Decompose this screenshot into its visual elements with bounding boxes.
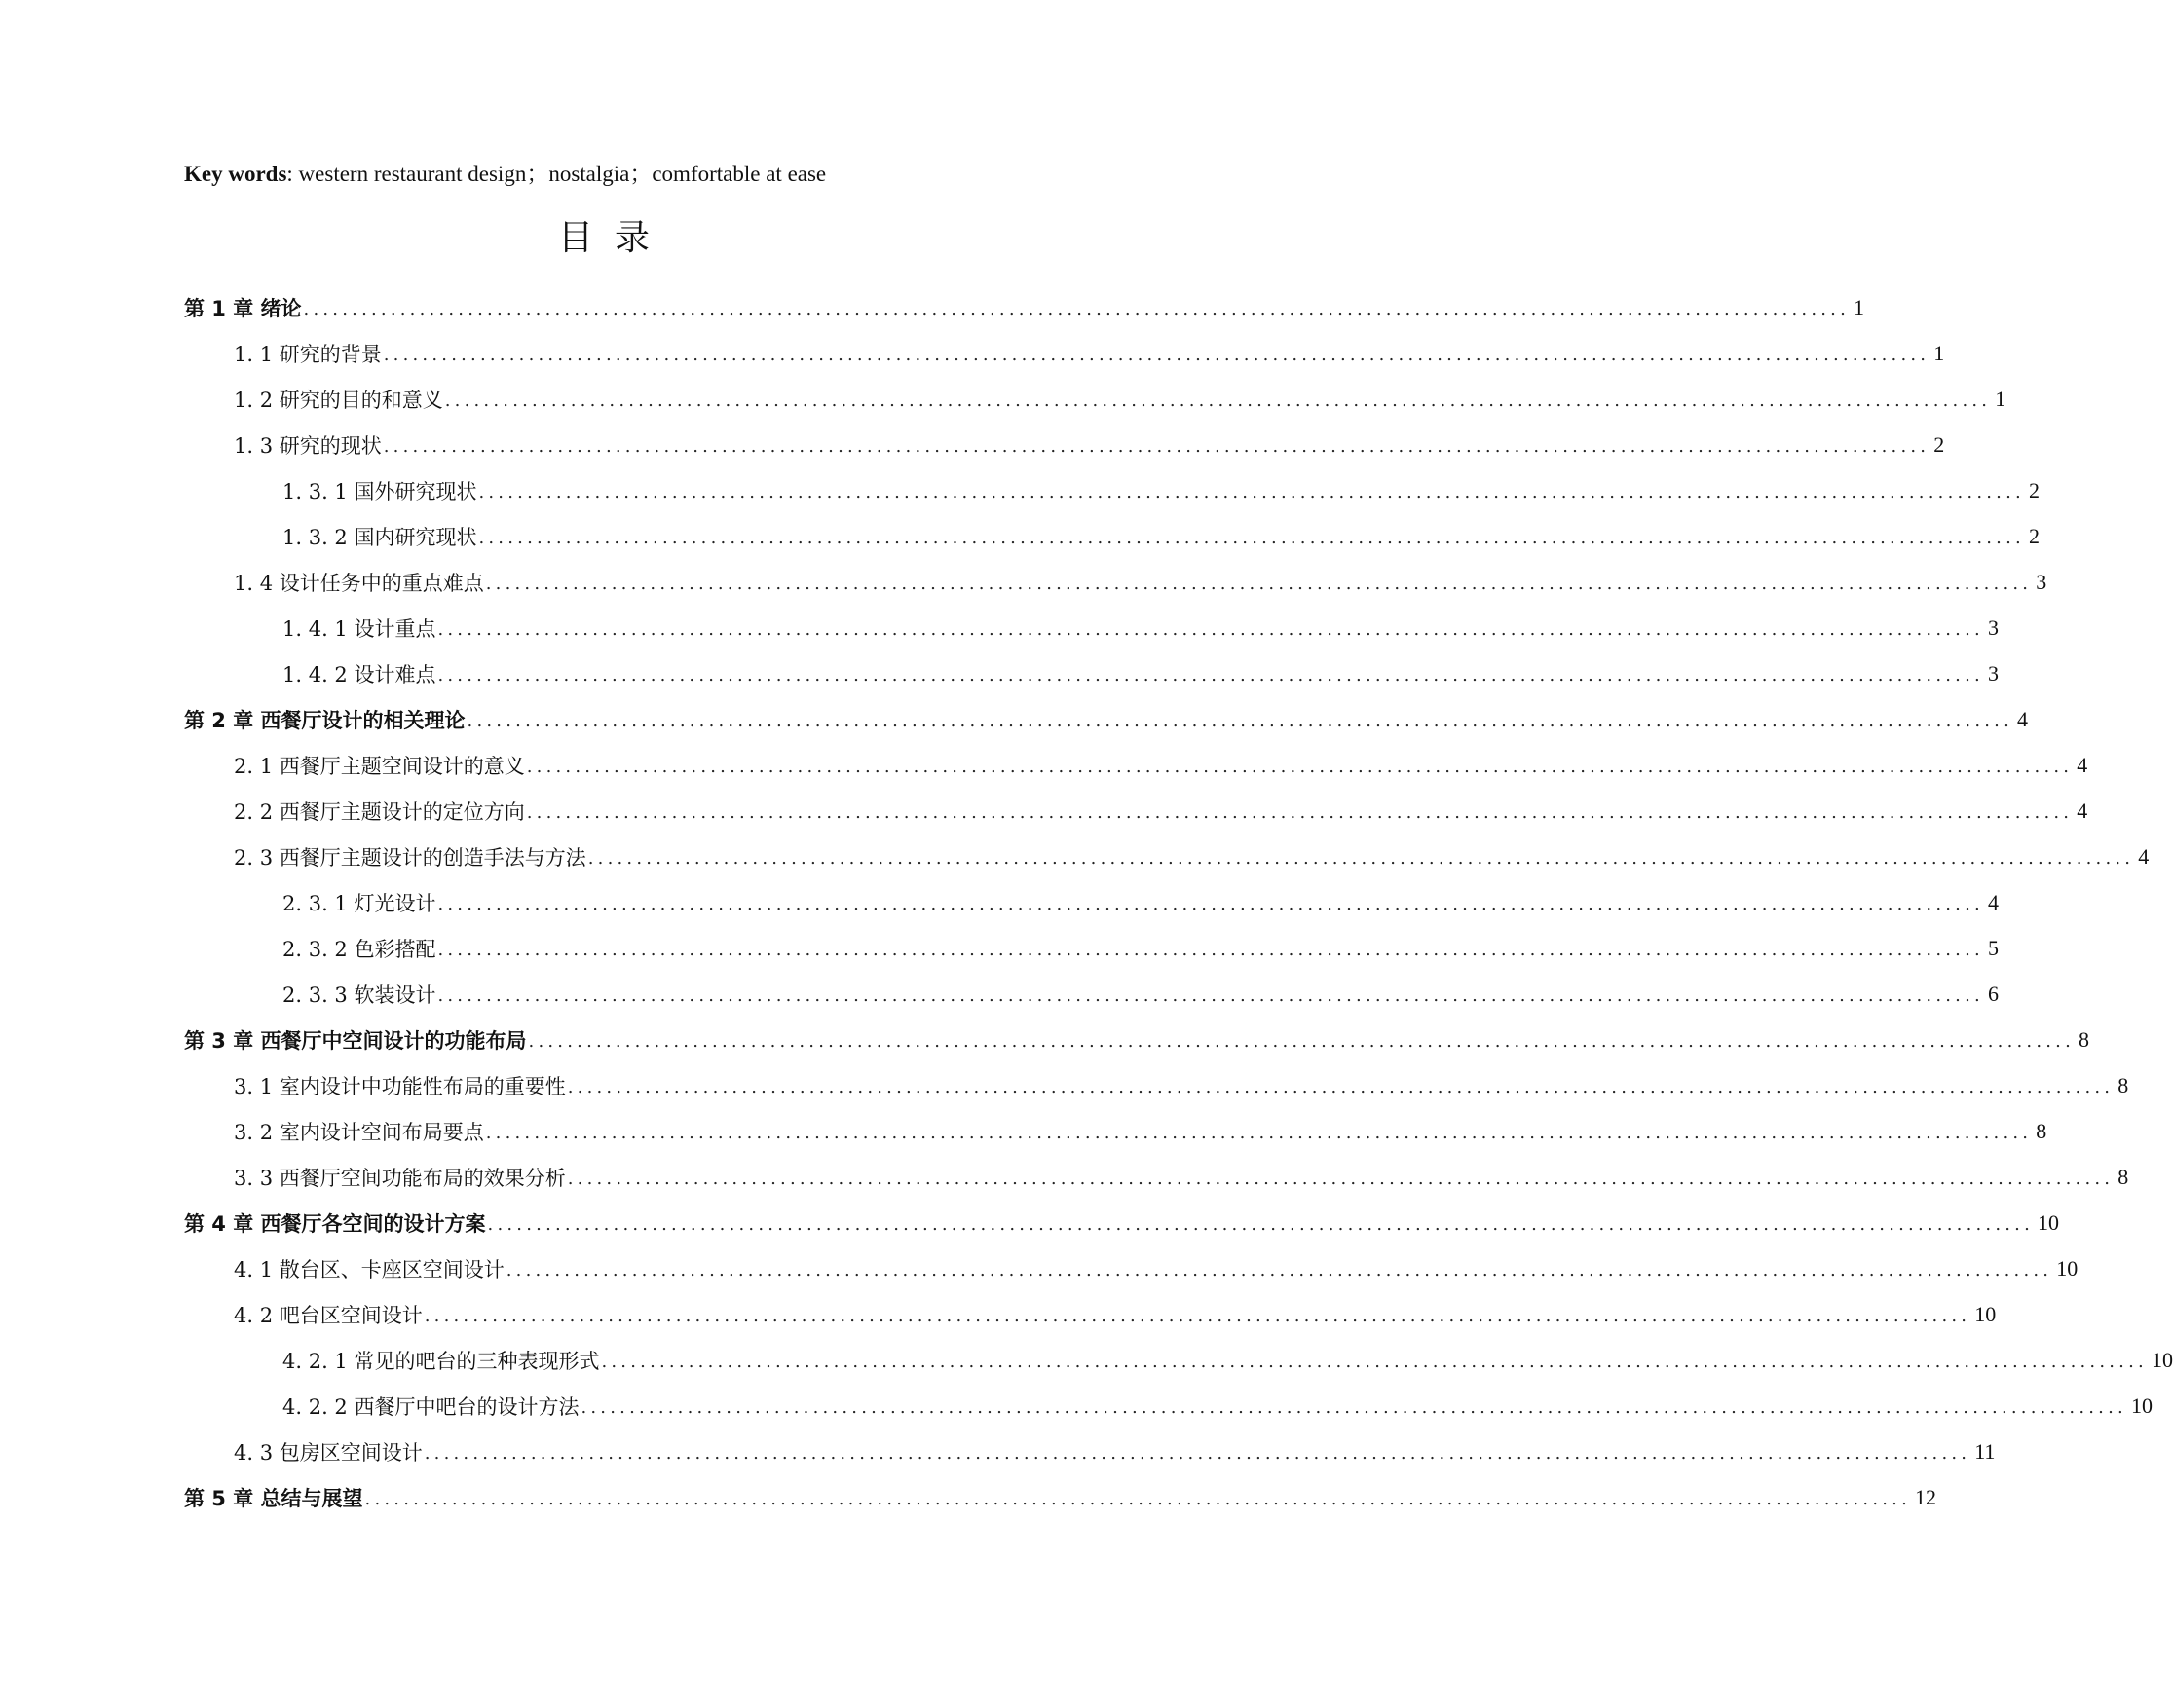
toc-entry-title: 第 3 章 西餐厅中空间设计的功能布局 bbox=[184, 1028, 527, 1053]
toc-entry-title: 2. 2 西餐厅主题设计的定位方向 bbox=[234, 799, 525, 824]
toc-dot-leader: ................................................................................................................................................................ bbox=[364, 1489, 1912, 1509]
keywords-label: Key words bbox=[184, 162, 287, 186]
toc-entry-title: 2. 1 西餐厅主题空间设计的意义 bbox=[234, 754, 525, 778]
toc-entry[interactable] bbox=[0, 1108, 2047, 1154]
toc-dot-leader: ................................................................................................................................................................ bbox=[437, 985, 1984, 1006]
toc-dot-leader: ................................................................................................................................................................ bbox=[383, 436, 1930, 457]
toc-dot-leader: ................................................................................................................................................................ bbox=[506, 1260, 2053, 1281]
toc-dot-leader: ................................................................................................................................................................ bbox=[567, 1169, 2115, 1189]
toc-entry-page: 8 bbox=[2117, 1164, 2129, 1189]
toc-entry-title: 4. 2. 1 常见的吧台的三种表现形式 bbox=[282, 1349, 600, 1373]
toc-entry-page: 4 bbox=[2077, 752, 2088, 777]
toc-entry-page: 4 bbox=[2017, 706, 2029, 731]
toc-entry-title: 1. 4 设计任务中的重点难点 bbox=[234, 571, 484, 595]
toc-entry[interactable] bbox=[0, 605, 1999, 650]
toc-entry[interactable] bbox=[0, 788, 2088, 834]
toc-entry[interactable] bbox=[0, 1200, 2060, 1245]
toc-entry-page: 12 bbox=[1915, 1484, 1937, 1509]
toc-entry-title: 3. 2 室内设计空间布局要点 bbox=[234, 1120, 484, 1144]
toc-title: 目录 bbox=[557, 218, 671, 258]
toc-entry-page: 1 bbox=[1995, 386, 2006, 411]
toc-entry-page: 10 bbox=[2130, 1392, 2153, 1418]
toc-entry-page: 2 bbox=[1933, 431, 1945, 457]
toc-dot-leader: ................................................................................................................................................................ bbox=[581, 1397, 2127, 1418]
toc-entry[interactable] bbox=[0, 834, 2150, 879]
toc-entry[interactable] bbox=[0, 650, 1999, 696]
toc-entry[interactable] bbox=[0, 376, 2006, 422]
keywords-text: : western restaurant design；nostalgia；comfortable at ease bbox=[286, 162, 827, 186]
toc-entry-title: 第 4 章 西餐厅各空间的设计方案 bbox=[184, 1211, 486, 1236]
toc-entry-title: 3. 1 室内设计中功能性布局的重要性 bbox=[234, 1074, 566, 1098]
toc-entry-page: 2 bbox=[2028, 477, 2040, 502]
toc-entry[interactable] bbox=[0, 559, 2047, 605]
toc-entry[interactable] bbox=[0, 1154, 2129, 1200]
toc-entry-page: 1 bbox=[1854, 294, 1865, 319]
toc-entry-title: 4. 1 散台区、卡座区空间设计 bbox=[234, 1257, 505, 1281]
toc-dot-leader: ................................................................................................................................................................ bbox=[526, 757, 2074, 777]
toc-dot-leader: ................................................................................................................................................................ bbox=[487, 1214, 2035, 1235]
toc-entry-title: 第 2 章 西餐厅设计的相关理论 bbox=[184, 708, 466, 732]
toc-entry[interactable] bbox=[0, 925, 1999, 971]
toc-dot-leader: ................................................................................................................................................................ bbox=[478, 482, 2025, 502]
toc-entry-page: 4 bbox=[2077, 798, 2088, 823]
toc-entry-page: 10 bbox=[1974, 1301, 1997, 1326]
toc-entry-page: 4 bbox=[1987, 889, 1999, 914]
toc-dot-leader: ................................................................................................................................................................ bbox=[587, 848, 2135, 869]
toc-entry[interactable] bbox=[0, 467, 2040, 513]
toc-dot-leader: ................................................................................................................................................................ bbox=[467, 711, 2014, 731]
toc-dot-leader: ................................................................................................................................................................ bbox=[601, 1352, 2148, 1372]
toc-dot-leader: ................................................................................................................................................................ bbox=[437, 894, 1984, 914]
toc-entry[interactable] bbox=[0, 971, 1999, 1017]
toc-dot-leader: ................................................................................................................................................................ bbox=[303, 299, 1851, 319]
toc-entry-title: 1. 1 研究的背景 bbox=[234, 342, 382, 366]
toc-entry-title: 2. 3. 3 软装设计 bbox=[282, 983, 436, 1007]
toc-entry-title: 1. 4. 1 设计重点 bbox=[282, 616, 436, 641]
table-of-contents bbox=[0, 284, 2173, 1520]
toc-entry-title: 2. 3. 2 色彩搭配 bbox=[282, 937, 436, 961]
toc-entry[interactable] bbox=[0, 1383, 2153, 1429]
toc-entry-page: 8 bbox=[2036, 1118, 2047, 1143]
toc-entry-title: 4. 2. 2 西餐厅中吧台的设计方法 bbox=[282, 1394, 580, 1419]
toc-dot-leader: ................................................................................................................................................................ bbox=[437, 940, 1984, 960]
toc-entry-page: 3 bbox=[2036, 569, 2047, 594]
toc-entry[interactable] bbox=[0, 742, 2088, 788]
toc-dot-leader: ................................................................................................................................................................ bbox=[567, 1077, 2115, 1097]
toc-entry-page: 8 bbox=[2117, 1072, 2129, 1097]
toc-entry-title: 1. 3. 1 国外研究现状 bbox=[282, 479, 477, 503]
toc-entry-page: 8 bbox=[2079, 1026, 2090, 1052]
toc-dot-leader: ................................................................................................................................................................ bbox=[424, 1306, 1971, 1326]
toc-entry-page: 10 bbox=[2151, 1347, 2173, 1372]
toc-entry[interactable] bbox=[0, 422, 1945, 467]
toc-dot-leader: ................................................................................................................................................................ bbox=[485, 574, 2033, 594]
toc-entry[interactable] bbox=[0, 696, 2029, 742]
toc-dot-leader: ................................................................................................................................................................ bbox=[485, 1123, 2033, 1143]
toc-entry-page: 6 bbox=[1987, 981, 1999, 1006]
toc-entry-page: 3 bbox=[1987, 660, 1999, 686]
toc-entry-title: 3. 3 西餐厅空间功能布局的效果分析 bbox=[234, 1166, 566, 1190]
toc-entry[interactable] bbox=[0, 1337, 2173, 1383]
toc-entry[interactable] bbox=[0, 1062, 2129, 1108]
toc-dot-leader: ................................................................................................................................................................ bbox=[437, 665, 1984, 686]
toc-entry-title: 4. 2 吧台区空间设计 bbox=[234, 1303, 423, 1327]
toc-entry-page: 5 bbox=[1987, 935, 1999, 960]
toc-entry[interactable] bbox=[0, 1245, 2079, 1291]
toc-dot-leader: ................................................................................................................................................................ bbox=[383, 345, 1930, 365]
toc-entry-page: 3 bbox=[1987, 614, 1999, 640]
keywords-line bbox=[184, 160, 826, 189]
toc-entry[interactable] bbox=[0, 1429, 1996, 1474]
toc-entry-title: 2. 3. 1 灯光设计 bbox=[282, 891, 436, 915]
toc-entry[interactable] bbox=[0, 284, 1865, 330]
toc-entry-page: 10 bbox=[2038, 1209, 2060, 1235]
toc-entry[interactable] bbox=[0, 1474, 1937, 1520]
toc-entry-page: 2 bbox=[2028, 523, 2040, 548]
toc-entry-title: 第 1 章 绪论 bbox=[184, 296, 302, 320]
toc-dot-leader: ................................................................................................................................................................ bbox=[528, 1031, 2076, 1052]
toc-entry[interactable] bbox=[0, 1017, 2090, 1062]
toc-entry-page: 11 bbox=[1974, 1438, 1996, 1464]
toc-entry-page: 10 bbox=[2056, 1255, 2079, 1281]
toc-entry-title: 1. 2 研究的目的和意义 bbox=[234, 388, 443, 412]
toc-dot-leader: ................................................................................................................................................................ bbox=[444, 390, 1992, 411]
toc-entry-title: 第 5 章 总结与展望 bbox=[184, 1486, 363, 1510]
toc-entry-title: 1. 4. 2 设计难点 bbox=[282, 662, 436, 687]
toc-dot-leader: ................................................................................................................................................................ bbox=[478, 528, 2025, 548]
toc-entry[interactable] bbox=[0, 330, 1945, 376]
toc-entry-title: 4. 3 包房区空间设计 bbox=[234, 1440, 423, 1465]
toc-entry[interactable] bbox=[0, 513, 2040, 559]
toc-entry-title: 1. 3 研究的现状 bbox=[234, 433, 382, 458]
toc-entry-title: 2. 3 西餐厅主题设计的创造手法与方法 bbox=[234, 845, 586, 870]
toc-entry-page: 4 bbox=[2138, 843, 2150, 869]
toc-entry-page: 1 bbox=[1933, 340, 1945, 365]
toc-dot-leader: ................................................................................................................................................................ bbox=[437, 619, 1984, 640]
toc-entry-title: 1. 3. 2 国内研究现状 bbox=[282, 525, 477, 549]
toc-entry[interactable] bbox=[0, 879, 1999, 925]
toc-entry[interactable] bbox=[0, 1291, 1997, 1337]
toc-dot-leader: ................................................................................................................................................................ bbox=[424, 1443, 1971, 1464]
toc-dot-leader: ................................................................................................................................................................ bbox=[526, 802, 2074, 823]
